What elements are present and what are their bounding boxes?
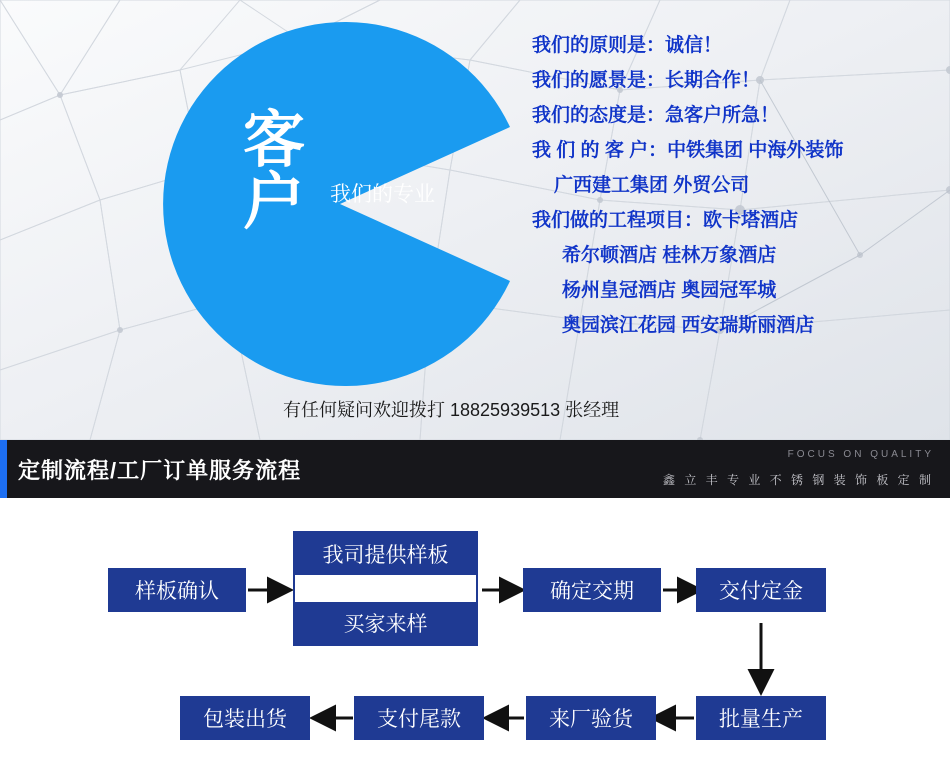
principle-value: 欧卡塔酒店 xyxy=(703,210,799,231)
principle-value: 急客户所急！ xyxy=(665,105,780,126)
principle-line xyxy=(532,98,932,133)
client-circle-graphic xyxy=(158,22,522,386)
circle-wedge-label: 我们的专业 xyxy=(330,183,435,206)
principle-label: 我们的态度是 xyxy=(532,105,647,126)
principle-line xyxy=(532,168,932,203)
flow-node-confirm-delivery-date: 确定交期 xyxy=(523,568,661,612)
banner-tagline-cn: 鑫 立 丰 专 业 不 锈 钢 装 饰 板 定 制 xyxy=(662,473,934,487)
principle-line xyxy=(532,238,932,273)
principle-value: 奥园滨江花园 西安瑞斯丽酒店 xyxy=(562,315,815,336)
principle-line xyxy=(532,28,932,63)
company-principles-list xyxy=(532,28,932,343)
contact-phone-note: 有任何疑问欢迎拨打 18825939513 张经理 xyxy=(283,400,620,420)
principle-line xyxy=(532,308,932,343)
flow-node-mass-production: 批量生产 xyxy=(696,696,826,740)
principle-label: 我们的愿景是 xyxy=(532,70,647,91)
banner-title: 定制流程/工厂订单服务流程 xyxy=(18,458,302,483)
banner-accent-bar xyxy=(0,440,7,498)
principle-line xyxy=(532,273,932,308)
principle-value: 杨州皇冠酒店 奥园冠军城 xyxy=(562,280,777,301)
principle-separator: ： xyxy=(648,140,668,161)
principle-line xyxy=(532,133,932,168)
principle-label: 我们的原则是 xyxy=(532,35,647,56)
principle-separator: ： xyxy=(684,210,704,231)
flow-node-buyer-sample: 买家来样 xyxy=(295,602,476,644)
flow-node-sample-confirm: 样板确认 xyxy=(108,568,246,612)
flow-node-we-provide-sample: 我司提供样板 xyxy=(295,533,476,575)
principle-separator: ： xyxy=(646,35,666,56)
principle-value: 长期合作！ xyxy=(665,70,761,91)
principle-label: 我们做的工程项目 xyxy=(532,210,685,231)
flow-node-pay-balance: 支付尾款 xyxy=(354,696,484,740)
principle-label: 我 们 的 客 户 xyxy=(532,140,649,161)
principle-line xyxy=(532,203,932,238)
principle-separator: ： xyxy=(646,70,666,91)
banner-tagline-en: FOCUS ON QUALITY xyxy=(787,449,934,460)
section-banner xyxy=(0,440,950,498)
principle-separator: ： xyxy=(646,105,666,126)
principle-line xyxy=(532,63,932,98)
principle-value: 广西建工集团 外贸公司 xyxy=(554,175,750,196)
principle-value: 希尔顿酒店 桂林万象酒店 xyxy=(562,245,777,266)
circle-center-label: 客户 xyxy=(242,106,307,237)
principle-value: 中铁集团 中海外装饰 xyxy=(667,140,844,161)
process-flowchart xyxy=(0,498,950,765)
principle-value: 诚信！ xyxy=(665,35,723,56)
flow-node-factory-inspection: 来厂验货 xyxy=(526,696,656,740)
flow-node-pack-and-ship: 包装出货 xyxy=(180,696,310,740)
flow-node-pay-deposit: 交付定金 xyxy=(696,568,826,612)
